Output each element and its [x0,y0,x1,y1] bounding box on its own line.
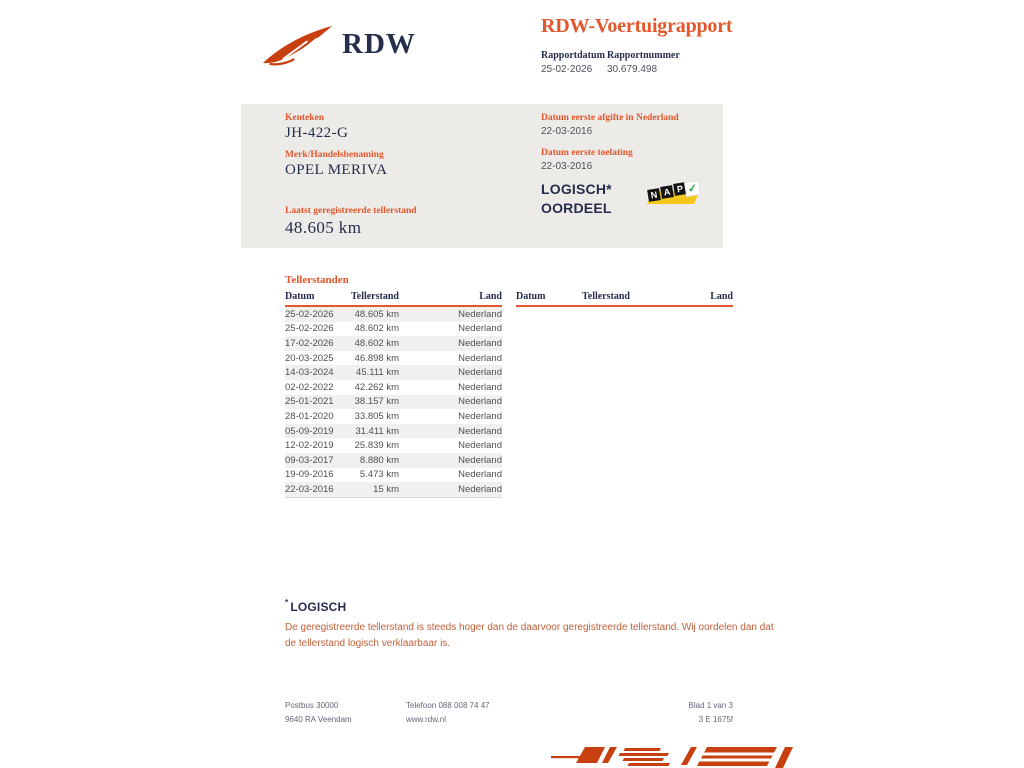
row-date: 05-09-2019 [285,425,334,437]
footnote-title-text: LOGISCH [290,600,347,614]
row-tellerstand: 25.839 km [354,440,399,452]
row-date: 12-02-2019 [285,440,334,452]
report-number-block [607,50,680,75]
page-title: RDW-Voertuigrapport [541,15,733,37]
checkmark-icon: ✓ [685,181,700,196]
nap-letter-p: P [673,182,687,196]
table-row [285,453,502,468]
table-header [516,291,733,307]
row-tellerstand: 48.605 km [354,308,399,320]
row-land: Nederland [458,410,502,422]
footer-postbus: Postbus 30000 [285,701,339,710]
table-row [285,365,502,380]
row-land: Nederland [458,454,502,466]
footer-contact [406,699,689,727]
row-land: Nederland [458,396,502,408]
table-row [285,395,502,410]
row-land: Nederland [458,308,502,320]
row-land: Nederland [458,483,502,495]
footer-doc-code: 3 E 1675f [698,715,733,724]
table-row [285,336,502,351]
table-header [285,291,502,307]
page-footer [285,699,733,727]
table-row [285,468,502,483]
first-issue-label: Datum eerste afgifte in Nederland [541,113,679,123]
row-date: 25-02-2026 [285,308,334,320]
table-row [285,482,502,497]
report-date-label: Rapportdatum [541,50,605,61]
nap-letter-n: N [647,188,661,202]
row-tellerstand: 5.473 km [359,469,399,481]
row-land: Nederland [458,469,502,481]
row-land: Nederland [458,440,502,452]
column-header-tellerstand: Tellerstand [351,291,399,302]
kenteken-label: Kenteken [285,113,325,123]
vehicle-info-panel [241,104,723,248]
table-body [285,307,502,498]
oordeel-line1: LOGISCH* [541,181,612,197]
table-row [285,322,502,337]
footer-page-indicator: Blad 1 van 3 [688,701,733,710]
row-land: Nederland [458,352,502,364]
table-row [285,424,502,439]
row-land: Nederland [458,337,502,349]
row-date: 22-03-2016 [285,483,334,495]
kenteken-value: JH-422-G [285,125,349,141]
footer-address [285,699,406,727]
column-header-land: Land [479,291,502,302]
row-date: 28-01-2020 [285,410,334,422]
column-header-datum: Datum [516,291,546,302]
report-number-value: 30.679.498 [607,64,658,75]
footer-phone: Telefoon 088 008 74 47 [406,701,490,710]
row-land: Nederland [458,323,502,335]
registration-dates [541,113,679,183]
tellerstanden-section [285,274,733,498]
report-number-label: Rapportnummer [607,50,680,61]
nap-logo [647,182,701,209]
row-tellerstand: 48.602 km [354,323,399,335]
merk-label: Merk/Handelsbenaming [285,150,384,160]
column-header-datum: Datum [285,291,315,302]
row-date: 19-09-2016 [285,469,334,481]
last-odometer-label: Laatst geregistreerde tellerstand [285,206,417,216]
footnote-asterisk: * [285,598,289,607]
column-header-land: Land [710,291,733,302]
table-row [285,307,502,322]
report-date-value: 25-02-2026 [541,64,593,75]
last-odometer-block [285,206,417,238]
rdw-logo [262,20,416,68]
footer-page-info [689,699,733,727]
row-tellerstand: 45.111 km [356,367,399,379]
tellerstanden-table-left [285,291,502,498]
row-date: 09-03-2017 [285,454,334,466]
footer-city: 9640 RA Veendam [285,715,352,724]
merk-value: OPEL MERIVA [285,162,388,178]
rdw-stripes-graphic [545,733,795,768]
footnote-body: De geregistreerde tellerstand is steeds hoger dan de daarvoor geregistreerde tellerstand. Wij oordelen dan dat de tellerstand logisch verklaarbaar is. [285,622,774,649]
rdw-logo-text: RDW [342,27,416,60]
report-header [541,15,786,75]
report-meta [541,50,786,75]
row-land: Nederland [458,381,502,393]
row-date: 02-02-2022 [285,381,334,393]
column-header-tellerstand: Tellerstand [582,291,630,302]
first-admission-value: 22-03-2016 [541,161,593,172]
footer-website: www.rdw.nl [406,715,447,724]
row-date: 14-03-2024 [285,367,334,379]
row-tellerstand: 33.805 km [354,410,399,422]
tellerstanden-table-right [516,291,733,498]
last-odometer-value: 48.605 km [285,218,362,237]
oordeel-line2: OORDEEL [541,200,612,216]
report-date-block [541,50,607,75]
nap-letter-a: A [660,185,674,199]
row-tellerstand: 46.898 km [354,352,399,364]
row-date: 17-02-2026 [285,337,334,349]
logisch-oordeel-badge [541,180,612,218]
row-date: 25-01-2021 [285,396,334,408]
vehicle-identity [285,113,387,187]
table-row [285,409,502,424]
row-date: 25-02-2026 [285,323,334,335]
row-land: Nederland [458,425,502,437]
footnote-title [285,598,785,614]
logisch-footnote [285,598,785,652]
row-tellerstand: 38.157 km [354,396,399,408]
table-row [285,351,502,366]
first-admission-label: Datum eerste toelating [541,148,633,158]
row-land: Nederland [458,367,502,379]
row-tellerstand: 31.411 km [355,425,399,437]
row-tellerstand: 15 km [373,483,399,495]
table-row [285,380,502,395]
first-issue-value: 22-03-2016 [541,126,593,137]
row-date: 20-03-2025 [285,352,334,364]
tellerstanden-title: Tellerstanden [285,274,349,286]
row-tellerstand: 42.262 km [354,381,399,393]
row-tellerstand: 8.880 km [359,454,399,466]
row-tellerstand: 48.602 km [354,337,399,349]
table-row [285,438,502,453]
rdw-feather-icon [262,20,334,68]
